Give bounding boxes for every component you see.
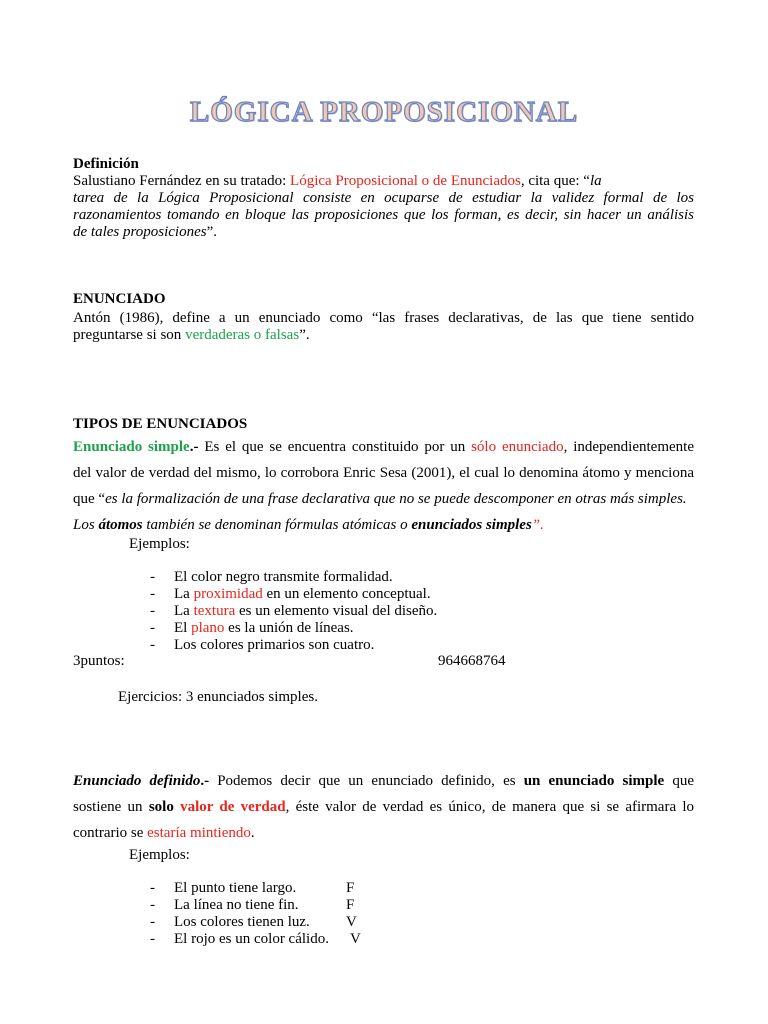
- highlight-valor: valor de verdad: [180, 799, 286, 815]
- ejercicios-text: Ejercicios: 3 enunciados simples.: [118, 689, 318, 705]
- quote-end: de tales proposiciones: [73, 224, 207, 240]
- text-run: átomos: [98, 517, 143, 533]
- ejemplos-label-2: Ejemplos:: [129, 847, 190, 863]
- bullet-dash: -: [150, 637, 155, 653]
- simple-line-4: [73, 512, 694, 538]
- definido-label: Enunciado definido: [73, 773, 201, 789]
- highlight-word: proximidad: [193, 586, 263, 602]
- item-text: El punto tiene largo.: [174, 880, 297, 896]
- highlight-word: plano: [191, 620, 225, 636]
- truth-value: V: [346, 914, 357, 930]
- highlight-word: textura: [193, 603, 236, 619]
- text-run: La: [174, 586, 194, 602]
- text-run: que: [664, 773, 694, 789]
- text-run: .-: [200, 773, 210, 789]
- enunciado-line-2: [73, 327, 694, 344]
- simple-examples-list: [150, 569, 437, 654]
- text-run: Los colores primarios son cuatro.: [174, 637, 375, 653]
- definicion-section: [73, 156, 694, 241]
- list-item: [150, 897, 361, 914]
- list-item: [150, 914, 361, 931]
- definido-line-3: [73, 820, 694, 846]
- text-run: Podemos decir que un enunciado definido, es: [209, 773, 524, 789]
- link-text-logica: Lógica Proposicional o de Enunciados: [290, 173, 521, 189]
- text-run: que “: [73, 491, 106, 507]
- bullet-dash: -: [150, 603, 155, 619]
- bullet-dash: -: [150, 914, 155, 930]
- truth-value: V: [350, 931, 361, 947]
- text-run: .-: [189, 439, 199, 455]
- text-run: es la unión de líneas.: [224, 620, 354, 636]
- enunciado-line-1: Antón (1986), define a un enunciado como “las frases declarativas, de las que tiene sentido: [73, 310, 694, 326]
- highlight-mintiendo: estaría mintiendo: [147, 825, 251, 841]
- text-run: La: [174, 603, 194, 619]
- list-item: [150, 637, 437, 654]
- text-run: Salustiano Fernández en su tratado:: [73, 173, 291, 189]
- simple-line-1: [73, 434, 694, 460]
- text-run: contrario se: [73, 825, 148, 841]
- text-run: , cita que: “: [520, 173, 590, 189]
- item-text: Los colores tienen luz.: [174, 914, 310, 930]
- truth-value: F: [346, 897, 355, 913]
- definicion-line-4: [73, 224, 694, 241]
- list-item: [150, 880, 361, 897]
- list-item: [150, 620, 437, 637]
- text-run: enunciados simples: [411, 517, 532, 533]
- text-run: en un elemento conceptual.: [262, 586, 431, 602]
- text-run: es un elemento visual del diseño.: [235, 603, 438, 619]
- item-text: La línea no tiene fin.: [174, 897, 299, 913]
- simple-line-3: [73, 486, 694, 512]
- truth-value: F: [346, 880, 355, 896]
- text-run: El: [174, 620, 192, 636]
- simple-line-2: del valor de verdad del mismo, lo corrobora Enric Sesa (2001), el cual lo denomina átomo y menciona: [73, 465, 694, 481]
- enunciado-section: [73, 291, 694, 344]
- page-title: LÓGICA PROPOSICIONAL: [189, 96, 579, 128]
- definido-examples-list: [150, 880, 361, 948]
- bullet-dash: -: [150, 586, 155, 602]
- text-run: , éste valor de verdad es único, de manera que si se afirmara lo: [285, 799, 695, 815]
- quote-start: la: [589, 173, 602, 189]
- bullet-dash: -: [150, 897, 155, 913]
- bullet-dash: -: [150, 569, 155, 585]
- list-item: [150, 931, 361, 948]
- list-item: [150, 569, 437, 586]
- definido-line-2: [73, 794, 694, 820]
- definicion-heading: Definición: [73, 156, 139, 172]
- definicion-line-2: tarea de la Lógica Proposicional consiste en ocuparse de estudiar la validez formal de los: [73, 190, 694, 206]
- bullet-dash: -: [150, 931, 155, 947]
- enunciado-heading: ENUNCIADO: [73, 291, 166, 307]
- bullet-dash: -: [150, 620, 155, 636]
- tipos-section: [73, 416, 694, 433]
- definido-paragraph: [73, 768, 694, 846]
- text-run: El color negro transmite formalidad.: [174, 569, 393, 585]
- text-run: .: [250, 825, 255, 841]
- list-item: [150, 586, 437, 603]
- simple-label: Enunciado simple: [73, 439, 190, 455]
- simple-paragraph: [73, 434, 694, 538]
- quote-text: es la formalización de una frase declarativa que no se puede descomponer en otras más simples.: [105, 491, 687, 507]
- text-run: un enunciado simple: [523, 773, 665, 789]
- text-run: también se denominan fórmulas atómicas o: [142, 517, 412, 533]
- text-run: ”.: [206, 224, 218, 240]
- text-run: solo: [148, 799, 174, 815]
- text-run: sostiene un: [73, 799, 149, 815]
- text-run: ”.: [531, 517, 544, 533]
- definido-line-1: [73, 768, 694, 794]
- highlight-solo: sólo enunciado: [471, 439, 564, 455]
- text-run: Los: [73, 517, 99, 533]
- text-run: ”.: [299, 327, 310, 343]
- definicion-line-3: razonamientos tomando en bloque las proposiciones que los forman, es decir, sin hacer un análisis: [73, 207, 694, 223]
- bullet-dash: -: [150, 880, 155, 896]
- phone-number: 964668764: [438, 653, 506, 669]
- puntos-label: 3puntos:: [73, 653, 125, 669]
- text-run: , independientemente: [563, 439, 694, 455]
- tipos-heading: TIPOS DE ENUNCIADOS: [73, 416, 248, 432]
- list-item: [150, 603, 437, 620]
- text-run: preguntarse si son: [73, 327, 186, 343]
- highlight-verdaderas: verdaderas o falsas: [185, 327, 300, 343]
- item-text: El rojo es un color cálido.: [174, 931, 329, 947]
- text-run: Es el que se encuentra constituido por un: [198, 439, 472, 455]
- definicion-line-1: [73, 173, 694, 190]
- ejemplos-label-1: Ejemplos:: [129, 536, 190, 552]
